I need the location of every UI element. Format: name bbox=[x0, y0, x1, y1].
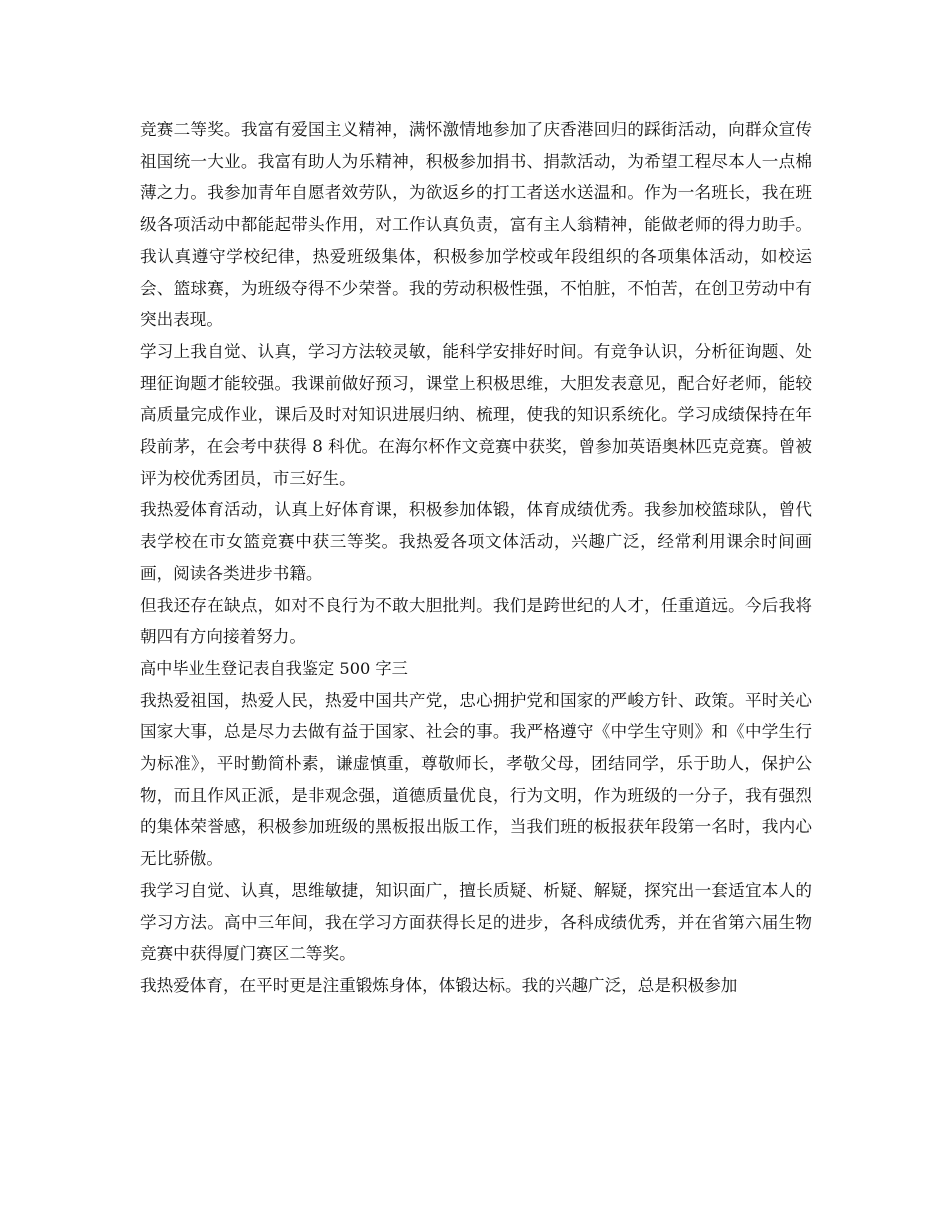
section-heading: 高中毕业生登记表自我鉴定 500 字三 bbox=[140, 658, 408, 678]
paragraph-honors: 竞赛二等奖。我富有爱国主义精神，满怀激情地参加了庆香港回归的踩街活动，向群众宣传祖国统一大业。我富有助人为乐精神，积极参加捐书、捐款活动，为希望工程尽本人一点棉薄之力。我参加青年自愿者效劳队，为欲返乡的打工者送水送温和。作为一名班长，我在班级各项活动中都能起带头作用，对工作认真负责，富有主人翁精神，能做老师的得力助手。我认真遵守学校纪律，热爱班级集体，积极参加学校或年段组织的各项集体活动，如校运会、篮球赛，为班级夺得不少荣誉。我的劳动积极性强，不怕脏，不怕苦，在创卫劳动中有突出表现。 bbox=[140, 120, 812, 330]
paragraph-study: 学习上我自觉、认真，学习方法较灵敏，能科学安排好时间。有竞争认识，分析征询题、处理征询题才能较强。我课前做好预习，课堂上积极思维，大胆发表意见，配合好老师，能较高质量完成作业，课后及时对知识进展归纳、梳理，使我的知识系统化。学习成绩保持在年段前茅，在会考中获得 8 科优。在海尔杯作文竞赛中获奖，曾参加英语奥林匹克竞赛。曾被评为校优秀团员，市三好生。 bbox=[140, 341, 812, 488]
paragraph-patriotism: 我热爱祖国，热爱人民，热爱中国共产党，忠心拥护党和国家的严峻方针、政策。平时关心国家大事，总是尽力去做有益于国家、社会的事。我严格遵守《中学生守则》和《中学生行为标准》，平时勤简朴素，谦虚慎重，尊敬师长，孝敬父母，团结同学，乐于助人，保护公物，而且作风正派，是非观念强，道德质量优良，行为文明，作为班级的一分子，我有强烈的集体荣誉感，积极参加班级的黑板报出版工作，当我们班的板报获年段第一名时，我内心无比骄傲。 bbox=[140, 690, 812, 869]
paragraph-physical: 我热爱体育，在平时更是注重锻炼身体，体锻达标。我的兴趣广泛，总是积极参加 bbox=[140, 975, 738, 995]
paragraph-shortcomings: 但我还存在缺点，如对不良行为不敢大胆批判。我们是跨世纪的人才，任重道远。今后我将朝四有方向接着努力。 bbox=[140, 595, 812, 647]
paragraph-sports: 我热爱体育活动，认真上好体育课，积极参加体锻，体育成绩优秀。我参加校篮球队，曾代表学校在市女篮竞赛中获三等奖。我热爱各项文体活动，兴趣广泛，经常利用课余时间画画，阅读各类进步书籍。 bbox=[140, 500, 812, 583]
paragraph-learning: 我学习自觉、认真，思维敏捷，知识面广，擅长质疑、析疑、解疑，探究出一套适宜本人的学习方法。高中三年间，我在学习方面获得长足的进步，各科成绩优秀，并在省第六届生物竞赛中获得厦门赛区二等奖。 bbox=[140, 880, 812, 964]
document-body bbox=[140, 114, 812, 1002]
